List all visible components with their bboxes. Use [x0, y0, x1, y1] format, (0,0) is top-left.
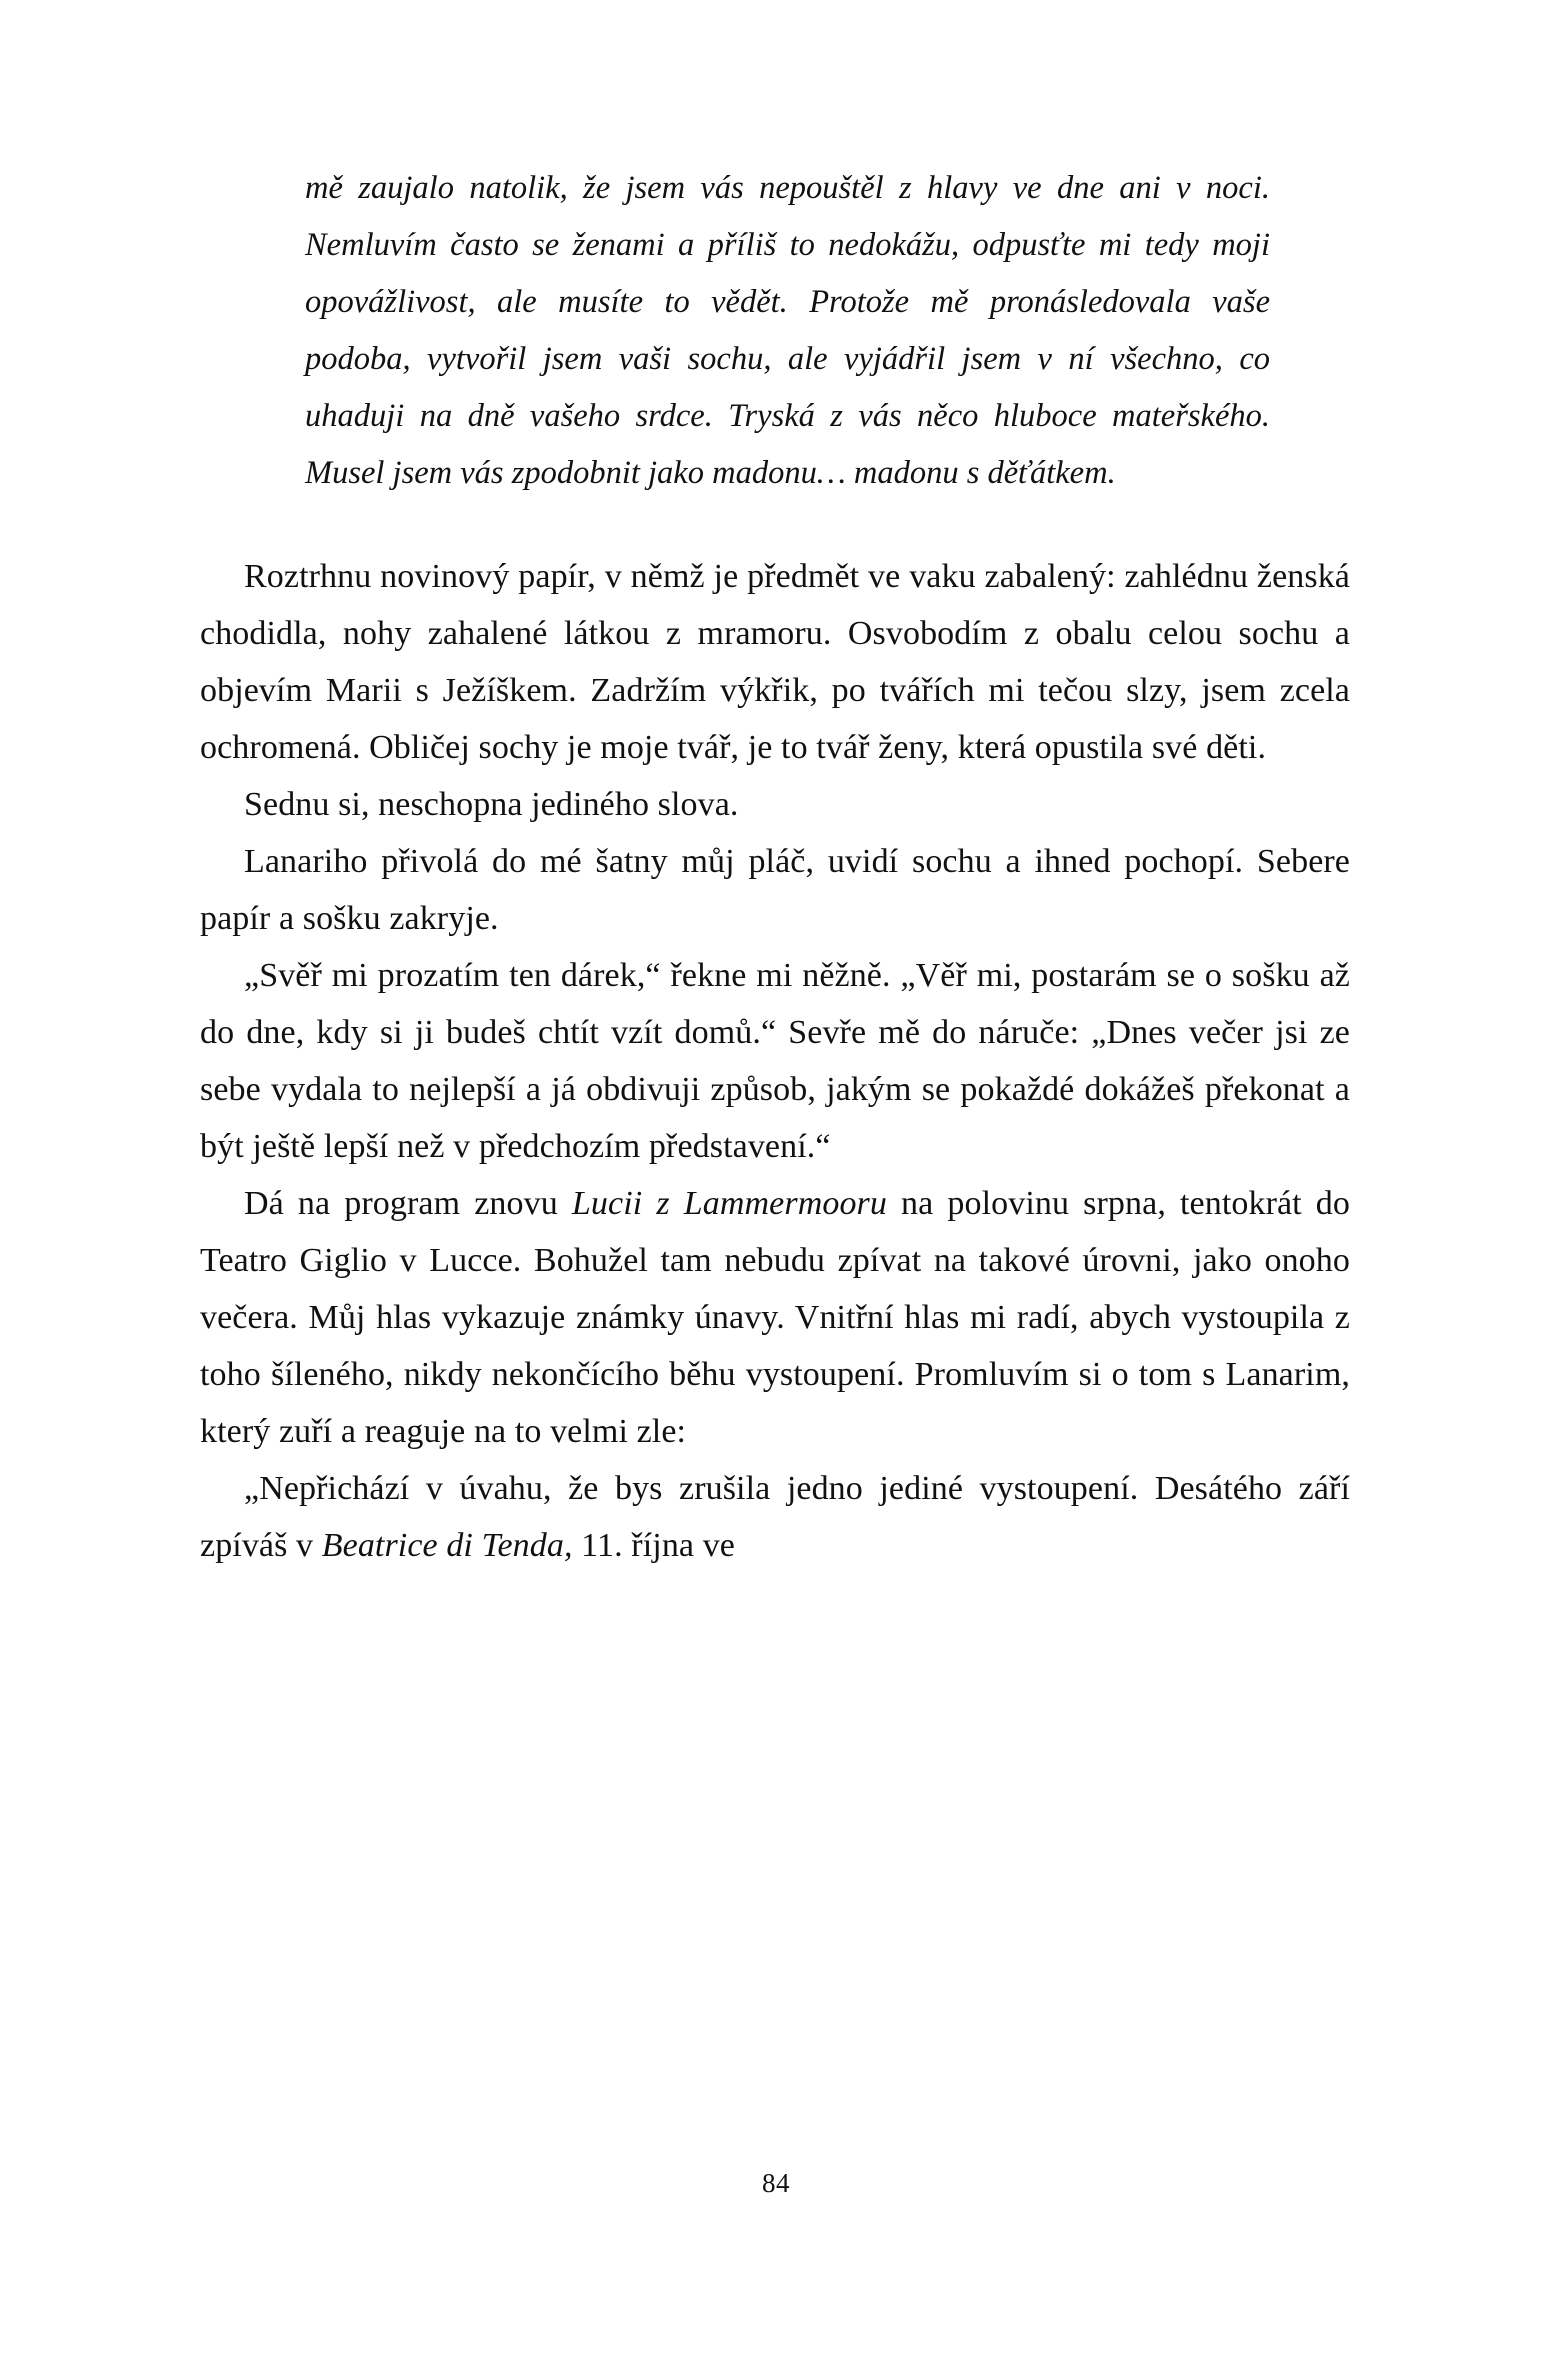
paragraph-6-text-pre: „Nepřichází v úvahu, že bys zrušila jedno jediné vystoupení. Desátého září zpíváš v: [200, 1470, 1350, 1564]
page-number: 84: [762, 2168, 790, 2198]
paragraph-2: Sednu si, neschopna jediného slova.: [244, 786, 739, 823]
paragraph-5-text-post: na polovinu srpna, tentokrát do Teatro Giglio v Lucce. Bohužel tam nebudu zpívat na takové úrovni, jako onoho večera. Můj hlas vykazuje známky únavy. Vnitřní hlas mi radí, abych vystoupila z toho šíleného, nikdy nekončícího běhu vystoupení. Promluvím si o tom s Lanarim, který zuří a reaguje na to velmi zle:: [200, 1185, 1350, 1450]
paragraph-3: Lanariho přivolá do mé šatny můj pláč, uvidí sochu a ihned pochopí. Sebere papír a sošku zakryje.: [200, 843, 1350, 937]
paragraph-1: Roztrhnu novinový papír, v němž je předmět ve vaku zabalený: zahlédnu ženská chodidla, nohy zahalené látkou z mramoru. Osvobodím z obalu celou sochu a objevím Marii s Ježíškem. Zadržím výkřik, po tvářích mi tečou slzy, jsem zcela ochromená. Obličej sochy je moje tvář, je to tvář ženy, která opustila své děti.: [200, 558, 1350, 766]
paragraph-6-opera-title: Beatrice di Tenda,: [321, 1527, 573, 1564]
paragraph-5: [200, 1175, 1350, 1460]
text-column: [200, 160, 1350, 1574]
paragraph-6: [200, 1460, 1350, 1574]
epigraph-letter-excerpt: mě zaujalo natolik, že jsem vás nepouštěl z hlavy ve dne ani v noci. Nemluvím často se ženami a příliš to nedokážu, odpusťte mi tedy moji opovážlivost, ale musíte to vědět. Protože mě pronásledovala vaše podoba, vytvořil jsem vaši sochu, ale vyjádřil jsem v ní všechno, co uhaduji na dně vašeho srdce. Tryská z vás něco hluboce mateřského. Musel jsem vás zpodobnit jako madonu… madonu s děťátkem.: [305, 170, 1270, 491]
paragraph-5-text-pre: Dá na program znovu: [244, 1185, 572, 1222]
paragraph-5-opera-title: Lucii z Lammermooru: [571, 1185, 887, 1222]
paragraph-4: „Svěř mi prozatím ten dárek,“ řekne mi něžně. „Věř mi, postarám se o sošku až do dne, kdy si ji budeš chtít vzít domů.“ Sevře mě do náruče: „Dnes večer jsi ze sebe vydala to nejlepší a já obdivuji způsob, jakým se pokaždé dokážeš překonat a být ještě lepší než v předchozím představení.“: [200, 957, 1350, 1165]
paragraph-6-text-post: 11. října ve: [572, 1527, 735, 1564]
